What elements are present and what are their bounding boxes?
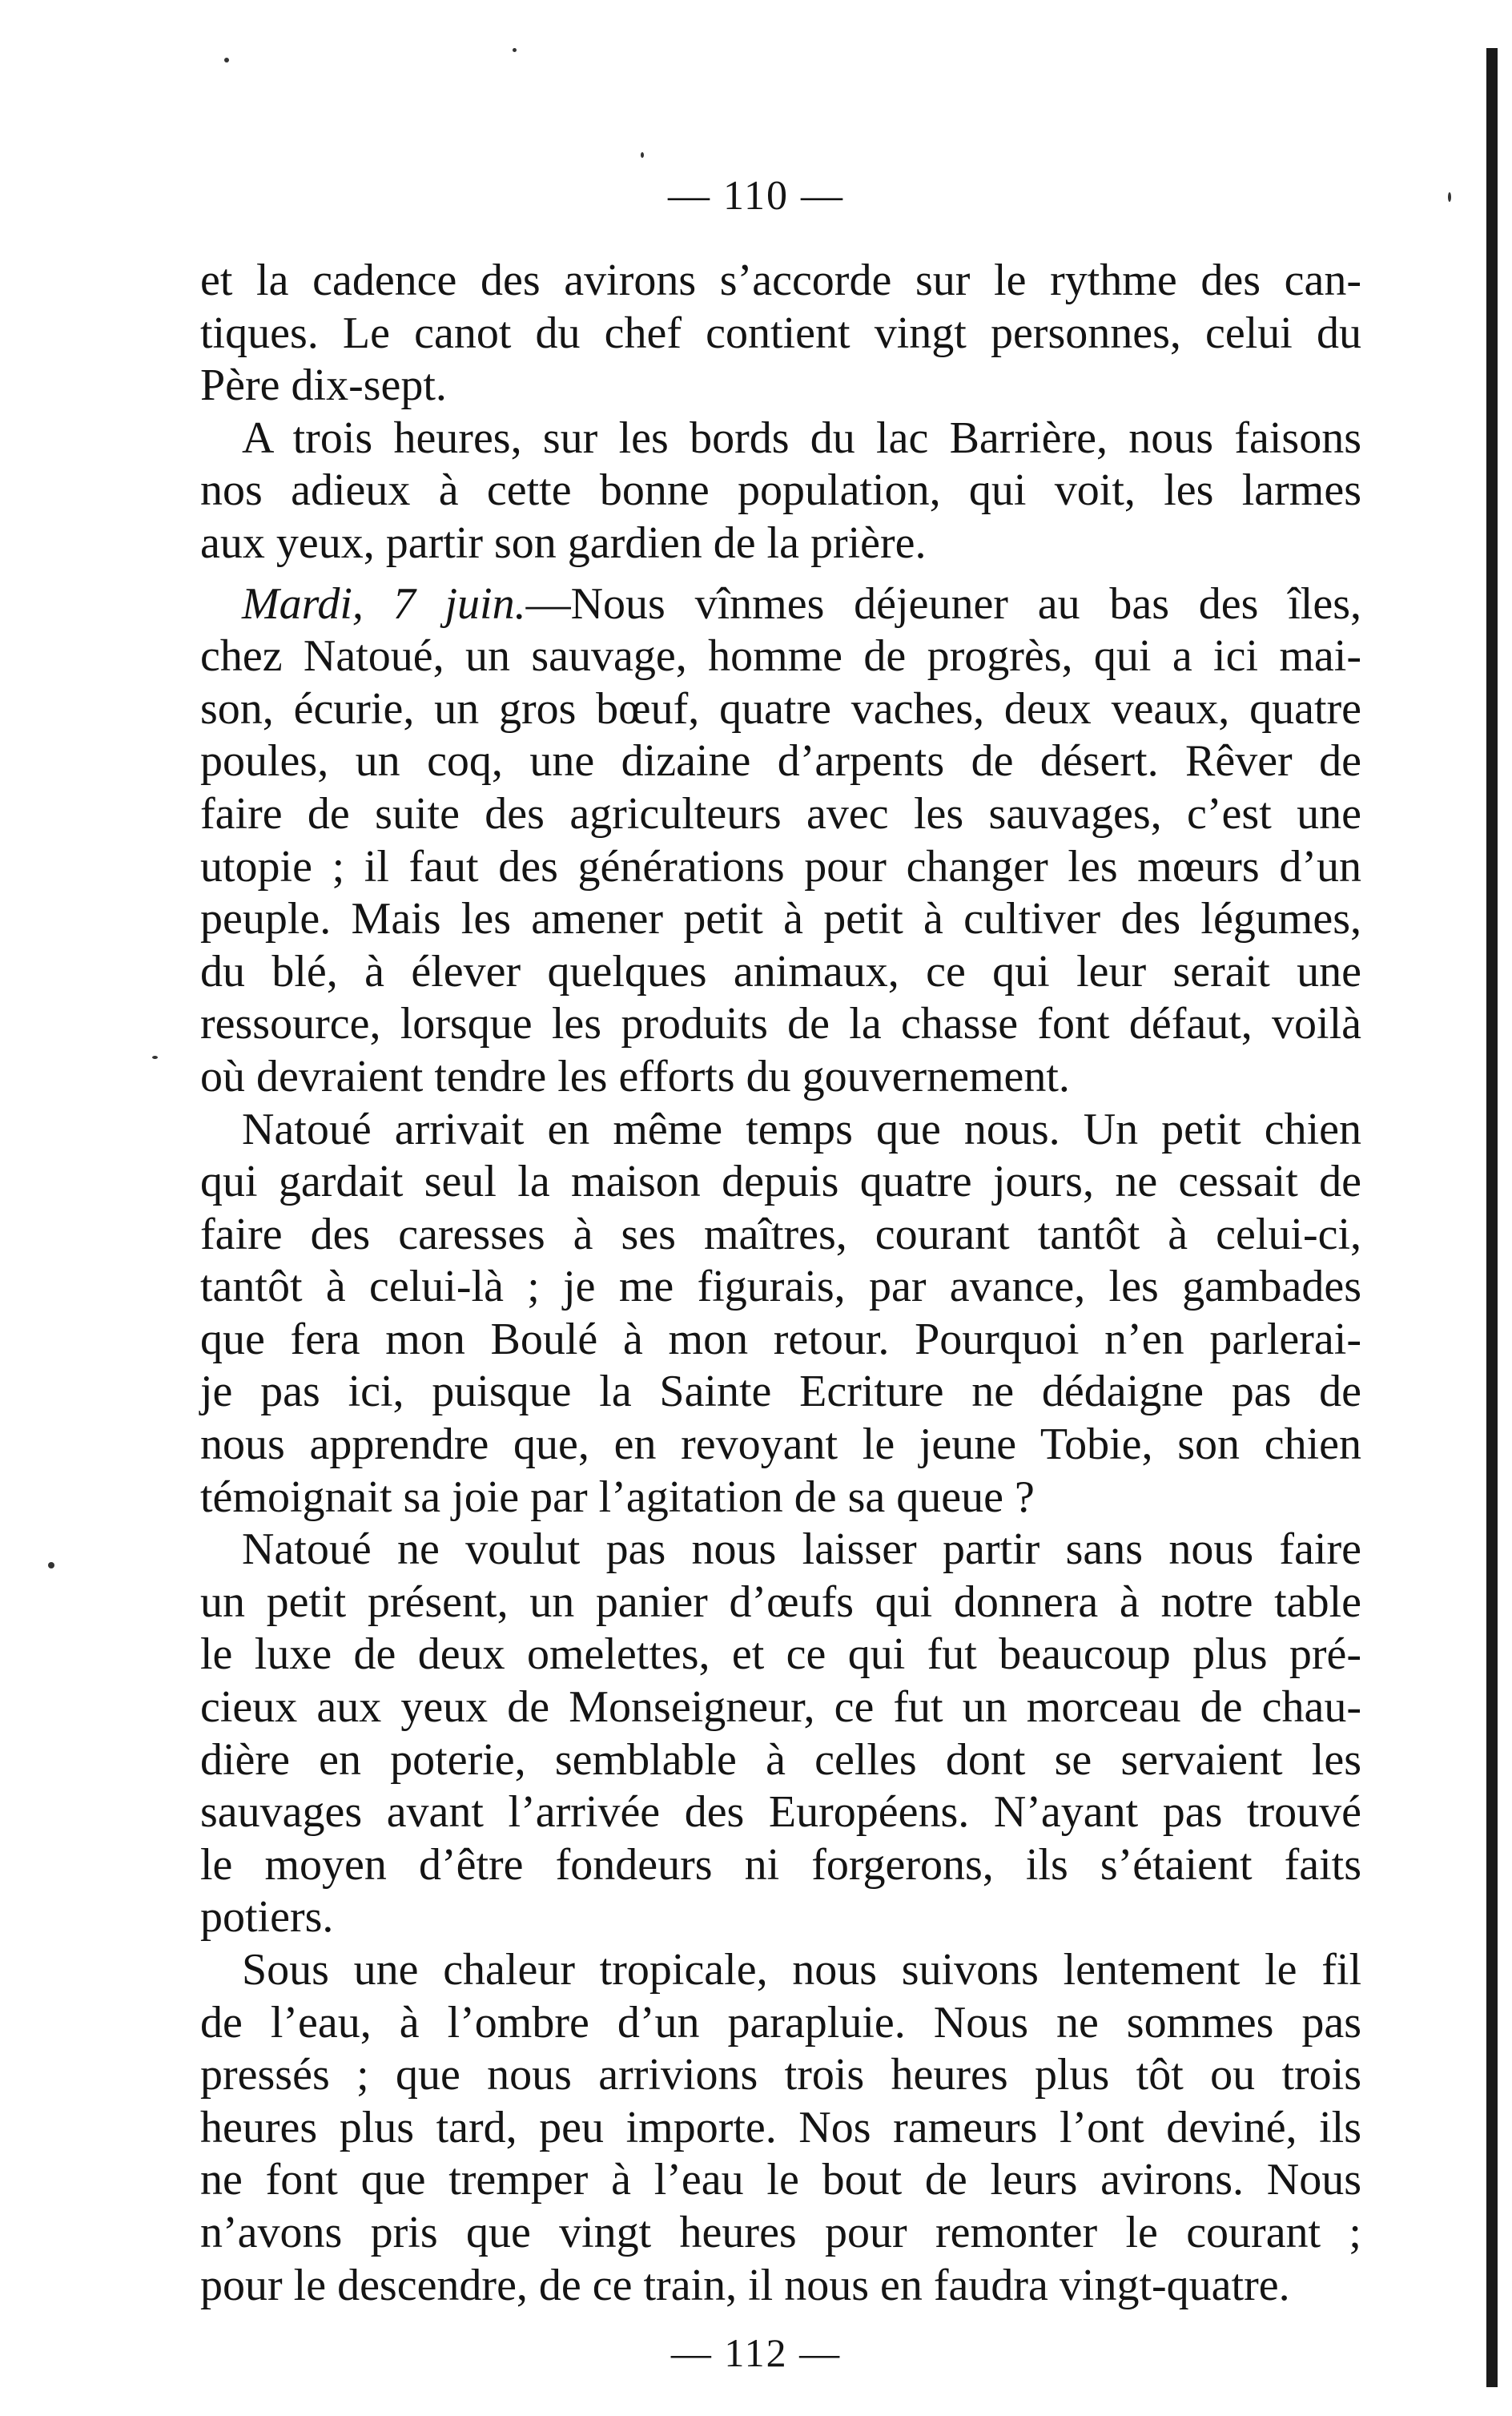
text-line: qui gardait seul la maison depuis quatre jours, ne cessait de [200, 1157, 1361, 1207]
text-line: poules, un coq, une dizaine d’arpents de désert. Rêver de [200, 736, 1361, 787]
date-label: Mardi, 7 juin. [242, 578, 526, 629]
text-line: A trois heures, sur les bords du lac Barrière, nous faisons [242, 413, 1361, 463]
text-line: peuple. Mais les amener petit à petit à cultiver des légumes, [200, 894, 1361, 944]
scan-edge-shadow [1486, 48, 1498, 2387]
text-line: tiques. Le canot du chef contient vingt personnes, celui du [200, 308, 1361, 358]
text-line [200, 578, 1361, 631]
paragraph [200, 1524, 1361, 1944]
paragraph [200, 1944, 1361, 2312]
text-line: son, écurie, un gros bœuf, quatre vaches, deux veaux, quatre [200, 683, 1361, 734]
text-line: cieux aux yeux de Monseigneur, ce fut un morceau de chau- [200, 1682, 1361, 1733]
text-line: pressés ; que nous arrivions trois heures plus tôt ou trois [200, 2050, 1361, 2100]
ink-speck [513, 48, 517, 52]
text-line: de l’eau, à l’ombre d’un parapluie. Nous ne sommes pas [200, 1997, 1361, 2048]
text-line: Père dix-sept. [200, 360, 447, 411]
text-line: Natoué ne voulut pas nous laisser partir sans nous faire [242, 1524, 1361, 1575]
body-text [200, 255, 1361, 2312]
text-line: aux yeux, partir son gardien de la prière. [200, 517, 927, 568]
text-line: utopie ; il faut des générations pour changer les mœurs d’un [200, 841, 1361, 892]
text-line: Natoué arrivait en même temps que nous. Un petit chien [242, 1104, 1361, 1154]
text-line: tantôt à celui-là ; je me figurais, par avance, les gambades [200, 1262, 1361, 1312]
text-line: ressource, lorsque les produits de la chasse font défaut, voilà [200, 999, 1361, 1049]
text-line: un petit présent, un panier d’œufs qui donnera à notre table [200, 1576, 1361, 1627]
text-line: heures plus tard, peu importe. Nos rameurs l’ont deviné, ils [200, 2102, 1361, 2152]
paragraph [200, 255, 1361, 413]
text-line: potiers. [200, 1892, 334, 1943]
paragraph [200, 413, 1361, 570]
ink-speck [224, 58, 229, 62]
text-line: dière en poterie, semblable à celles dont se servaient les [200, 1734, 1361, 1785]
text-line: pour le descendre, de ce train, il nous en faudra vingt-quatre. [200, 2260, 1290, 2310]
ink-speck [152, 1056, 158, 1059]
paragraph [200, 1104, 1361, 1524]
text-line: le luxe de deux omelettes, et ce qui fut beaucoup plus pré- [200, 1629, 1361, 1680]
text-line: faire de suite des agriculteurs avec les sauvages, c’est une [200, 788, 1361, 839]
text-line: nos adieux à cette bonne population, qui voit, les larmes [200, 465, 1361, 516]
text-line: n’avons pris que vingt heures pour remonter le courant ; [200, 2207, 1361, 2257]
text-fragment: —Nous vînmes déjeuner au bas des îles, [525, 578, 1361, 629]
text-line: que fera mon Boulé à mon retour. Pourquoi n’en parlerai- [200, 1314, 1361, 1364]
page-folio-bottom: — 112 — [670, 2330, 842, 2375]
text-line: chez Natoué, un sauvage, homme de progrès, qui a ici mai- [200, 631, 1361, 682]
text-line: et la cadence des avirons s’accorde sur le rythme des can- [200, 256, 1361, 305]
text-line: témoignait sa joie par l’agitation de sa queue ? [200, 1472, 1035, 1522]
text-line: sauvages avant l’arrivée des Européens. N’ayant pas trouvé [200, 1787, 1361, 1838]
text-line: Sous une chaleur tropicale, nous suivons lentement le fil [242, 1945, 1361, 1995]
text-line: du blé, à élever quelques animaux, ce qui leur serait une [200, 946, 1361, 997]
text-line: où devraient tendre les efforts du gouvernement. [200, 1051, 1070, 1101]
ink-speck [48, 1562, 54, 1568]
text-line: le moyen d’être fondeurs ni forgerons, ils s’étaient faits [200, 1839, 1361, 1890]
page-folio-top: — 110 — [667, 173, 845, 219]
paragraph [200, 578, 1361, 1104]
text-line: ne font que tremper à l’eau le bout de leurs avirons. Nous [200, 2155, 1361, 2205]
ink-speck [641, 152, 644, 158]
text-line: je pas ici, puisque la Sainte Ecriture ne dédaigne pas de [200, 1367, 1361, 1417]
text-line: nous apprendre que, en revoyant le jeune Tobie, son chien [200, 1419, 1361, 1470]
text-line: faire des caresses à ses maîtres, courant tantôt à celui-ci, [200, 1209, 1361, 1259]
